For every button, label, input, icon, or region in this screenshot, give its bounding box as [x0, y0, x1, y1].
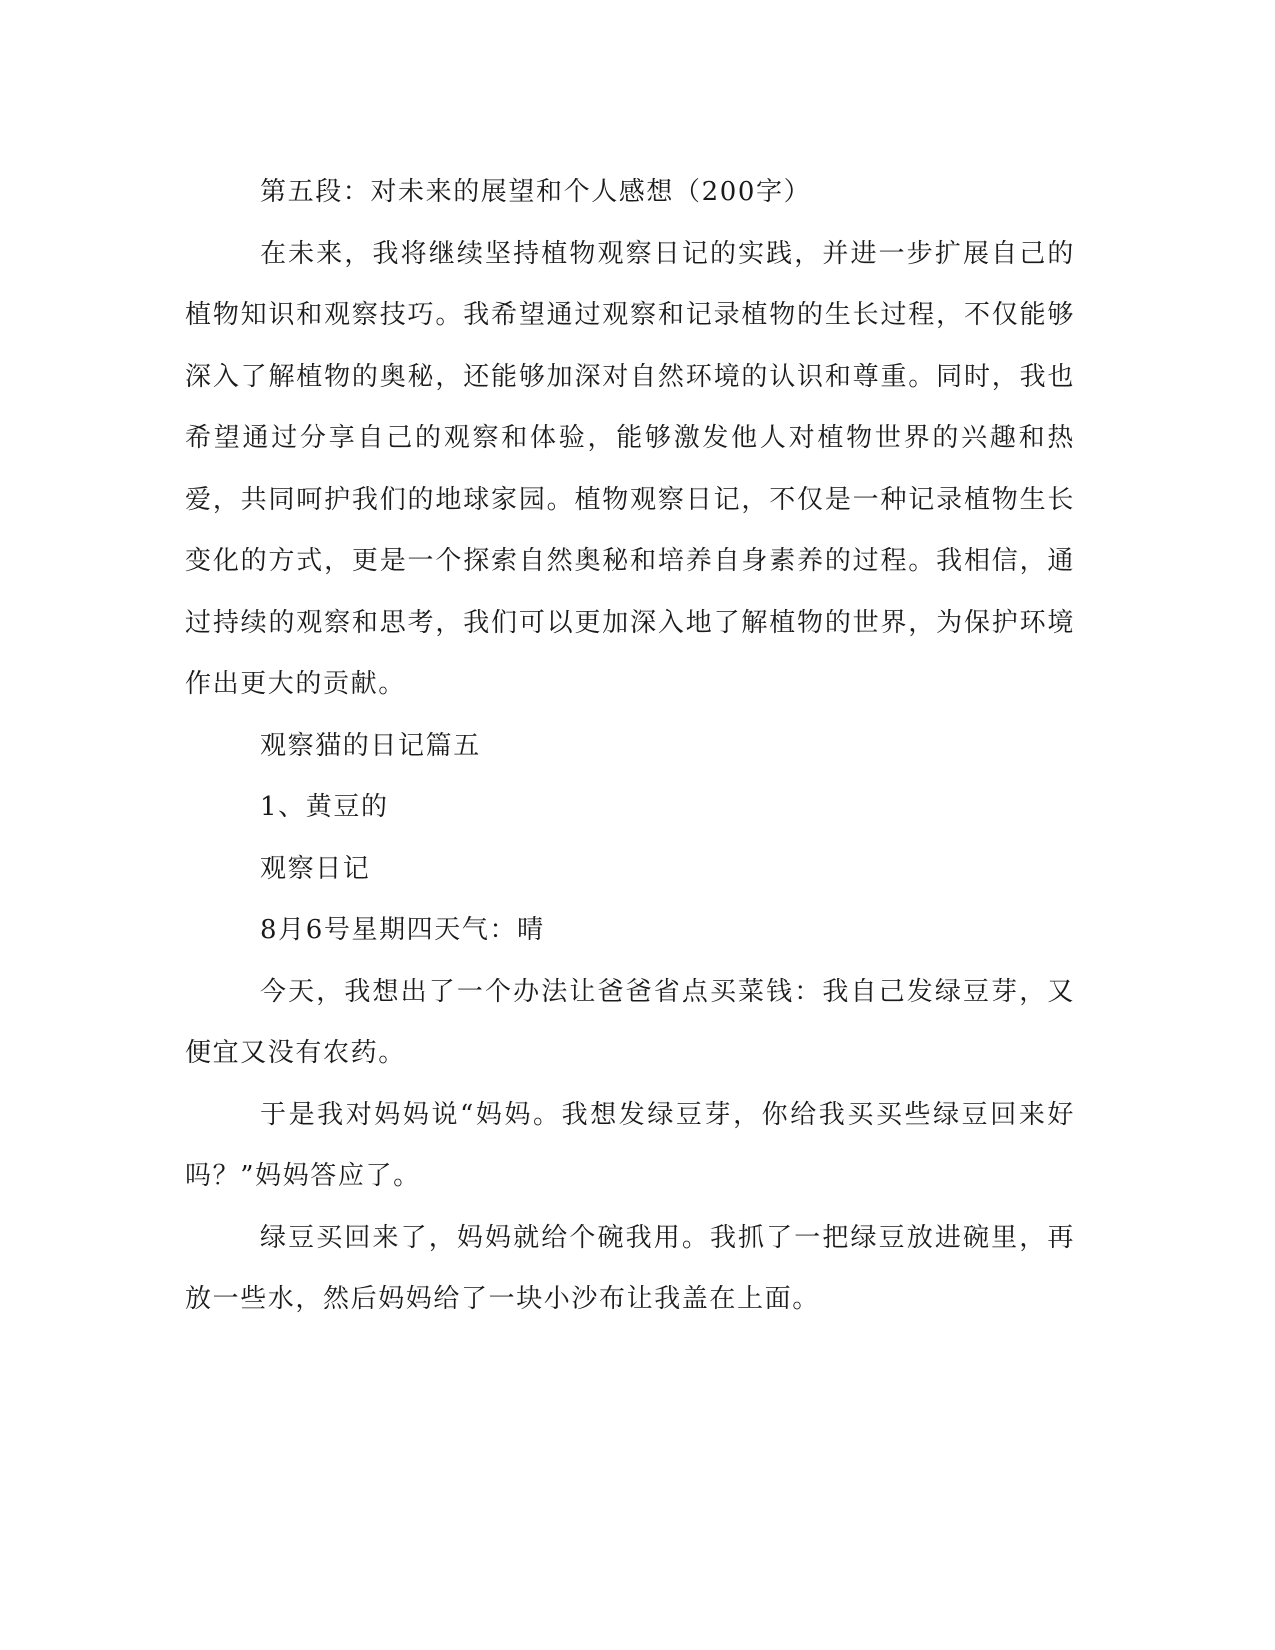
diary-date-line: 8月6号星期四天气：晴: [260, 915, 545, 945]
section-heading: 第五段：对未来的展望和个人感想（200字）: [260, 177, 812, 207]
sub-heading: 观察日记: [260, 853, 371, 884]
paragraph: 在未来，我将继续坚持植物观察日记的实践，并进一步扩展自己的植物知识和观察技巧。我希望通过观察和记录植物的生长过程，不仅能够深入了解植物的奥秘，还能够加深对自然环境的认识和尊重。同时，我也希望通过分享自己的观察和体验，能够激发他人对植物世界的兴趣和热爱，共同呵护我们的地球家园。植物观察日记，不仅是一种记录植物生长变化的方式，更是一个探索自然奥秘和培养自身素养的过程。我相信，通过持续的观察和思考，我们可以更加深入地了解植物的世界，为保护环境作出更大的贡献。: [185, 238, 1075, 699]
list-item-heading: 1、黄豆的: [260, 792, 389, 822]
diary-title: 观察猫的日记篇五: [260, 730, 481, 761]
paragraph: 绿豆买回来了，妈妈就给个碗我用。我抓了一把绿豆放进碗里，再放一些水，然后妈妈给了一块小沙布让我盖在上面。: [185, 1222, 1075, 1314]
paragraph: 今天，我想出了一个办法让爸爸省点买菜钱：我自己发绿豆芽，又便宜又没有农药。: [185, 976, 1075, 1068]
document-body: [185, 162, 1075, 1331]
paragraph: 于是我对妈妈说“妈妈。我想发绿豆芽，你给我买买些绿豆回来好吗？”妈妈答应了。: [185, 1099, 1075, 1191]
